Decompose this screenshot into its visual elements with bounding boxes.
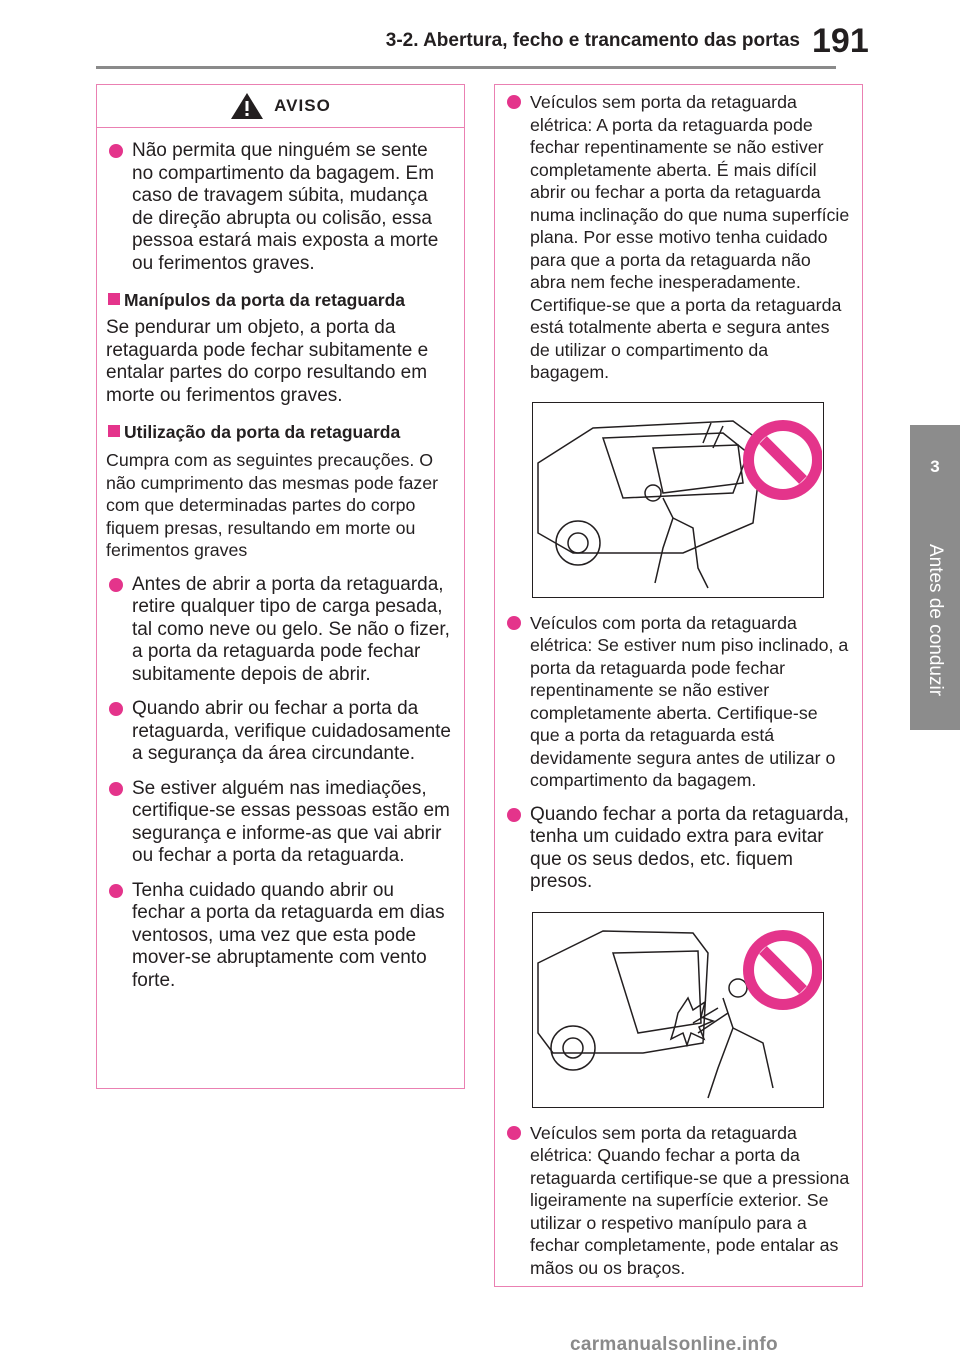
- bullet-dot-icon: [109, 144, 123, 158]
- chapter-number: 3: [930, 457, 940, 476]
- watermark: carmanualsonline.info: [570, 1334, 778, 1355]
- list-item: Veículos sem porta da retaguarda elétrica: Quando fechar a porta da retaguarda certifique-se que a pressiona ligeiramente na superfície exterior. Se utilizar o respetivo manípulo para a fechar completamente, pode entalar as mãos ou os braços.: [504, 1122, 850, 1280]
- subheading-handles: Manípulos da porta da retaguarda: [106, 289, 452, 311]
- paragraph: Cumpra com as seguintes precauções. O não cumprimento das mesmas pode fazer com que determinadas partes do corpo fiquem presas, resultando em morte ou ferimentos graves: [106, 450, 439, 560]
- bullet-dot-icon: [507, 95, 521, 109]
- section-title: 3-2. Abertura, fecho e trancamento das portas: [385, 30, 800, 51]
- tailgate-falling-illustration-icon: [533, 403, 822, 596]
- bullet-dot-icon: [507, 1126, 521, 1140]
- page-number: 191: [812, 22, 869, 60]
- paragraph: Se pendurar um objeto, a porta da retaguarda pode fechar subitamente e entalar partes do corpo resultando em morte ou ferimentos graves.: [106, 317, 429, 406]
- bullet-dot-icon: [109, 782, 123, 796]
- bullet-dot-icon: [109, 578, 123, 592]
- warning-header: [97, 85, 464, 128]
- illustration-tailgate-falling: [532, 402, 824, 598]
- square-bullet-icon: [108, 293, 120, 305]
- warning-box: [96, 84, 465, 1089]
- list-item: Quando fechar a porta da retaguarda, tenha um cuidado extra para evitar que os seus dedos, etc. fiquem presos.: [504, 804, 850, 894]
- warning-box-continued: [494, 84, 863, 1287]
- bullet-dot-icon: [109, 702, 123, 716]
- list-item: Não permita que ninguém se sente no compartimento da bagagem. Em caso de travagem súbita, mudança de direção abrupta ou colisão, essa pessoa estará mais exposta a morte ou ferimentos graves.: [106, 140, 452, 275]
- bullet-dot-icon: [507, 616, 521, 630]
- bullet-dot-icon: [507, 808, 521, 822]
- list-item: Se estiver alguém nas imediações, certifique-se essas pessoas estão em segurança e informe-as que vai abrir ou fechar a porta da retaguarda.: [106, 778, 452, 868]
- header-divider: [96, 66, 836, 69]
- list-item: Veículos com porta da retaguarda elétrica: Se estiver num piso inclinado, a porta da retaguarda pode fechar repentinamente se não estiver completamente aberta. Certifique-se que a porta da retaguarda está devidamente segura antes de utilizar o compartimento da bagagem.: [504, 612, 850, 792]
- list-item: Antes de abrir a porta da retaguarda, retire qualquer tipo de carga pesada, tal como neve ou gelo. Se não o fizer, a porta da retaguarda pode fechar subitamente depois de abrir.: [106, 574, 452, 687]
- chapter-label: Antes de conduzir: [925, 543, 946, 697]
- illustration-fingers-caught: [532, 912, 824, 1108]
- square-bullet-icon: [108, 425, 120, 437]
- bullet-dot-icon: [109, 884, 123, 898]
- list-item: Quando abrir ou fechar a porta da retaguarda, verifique cuidadosamente a segurança da área circundante.: [106, 698, 452, 766]
- subheading-usage: Utilização da porta da retaguarda: [106, 421, 452, 443]
- warning-triangle-icon: [230, 92, 264, 120]
- list-item: Tenha cuidado quando abrir ou fechar a porta da retaguarda em dias ventosos, uma vez que esta pode mover-se abruptamente com vento forte.: [106, 880, 452, 993]
- list-item: Veículos sem porta da retaguarda elétrica: A porta da retaguarda pode fechar repentinamente se não estiver completamente aberta. É mais difícil abrir ou fechar a porta da retaguarda numa inclinação do que numa superfície plana. Por esse motivo tenha cuidado para que a porta da retaguarda não abra nem feche inesperadamente. Certifique-se que a porta da retaguarda está totalmente aberta e segura antes de utilizar o compartimento da bagagem.: [504, 91, 850, 384]
- warning-title: AVISO: [274, 96, 331, 115]
- fingers-caught-illustration-icon: [533, 913, 822, 1106]
